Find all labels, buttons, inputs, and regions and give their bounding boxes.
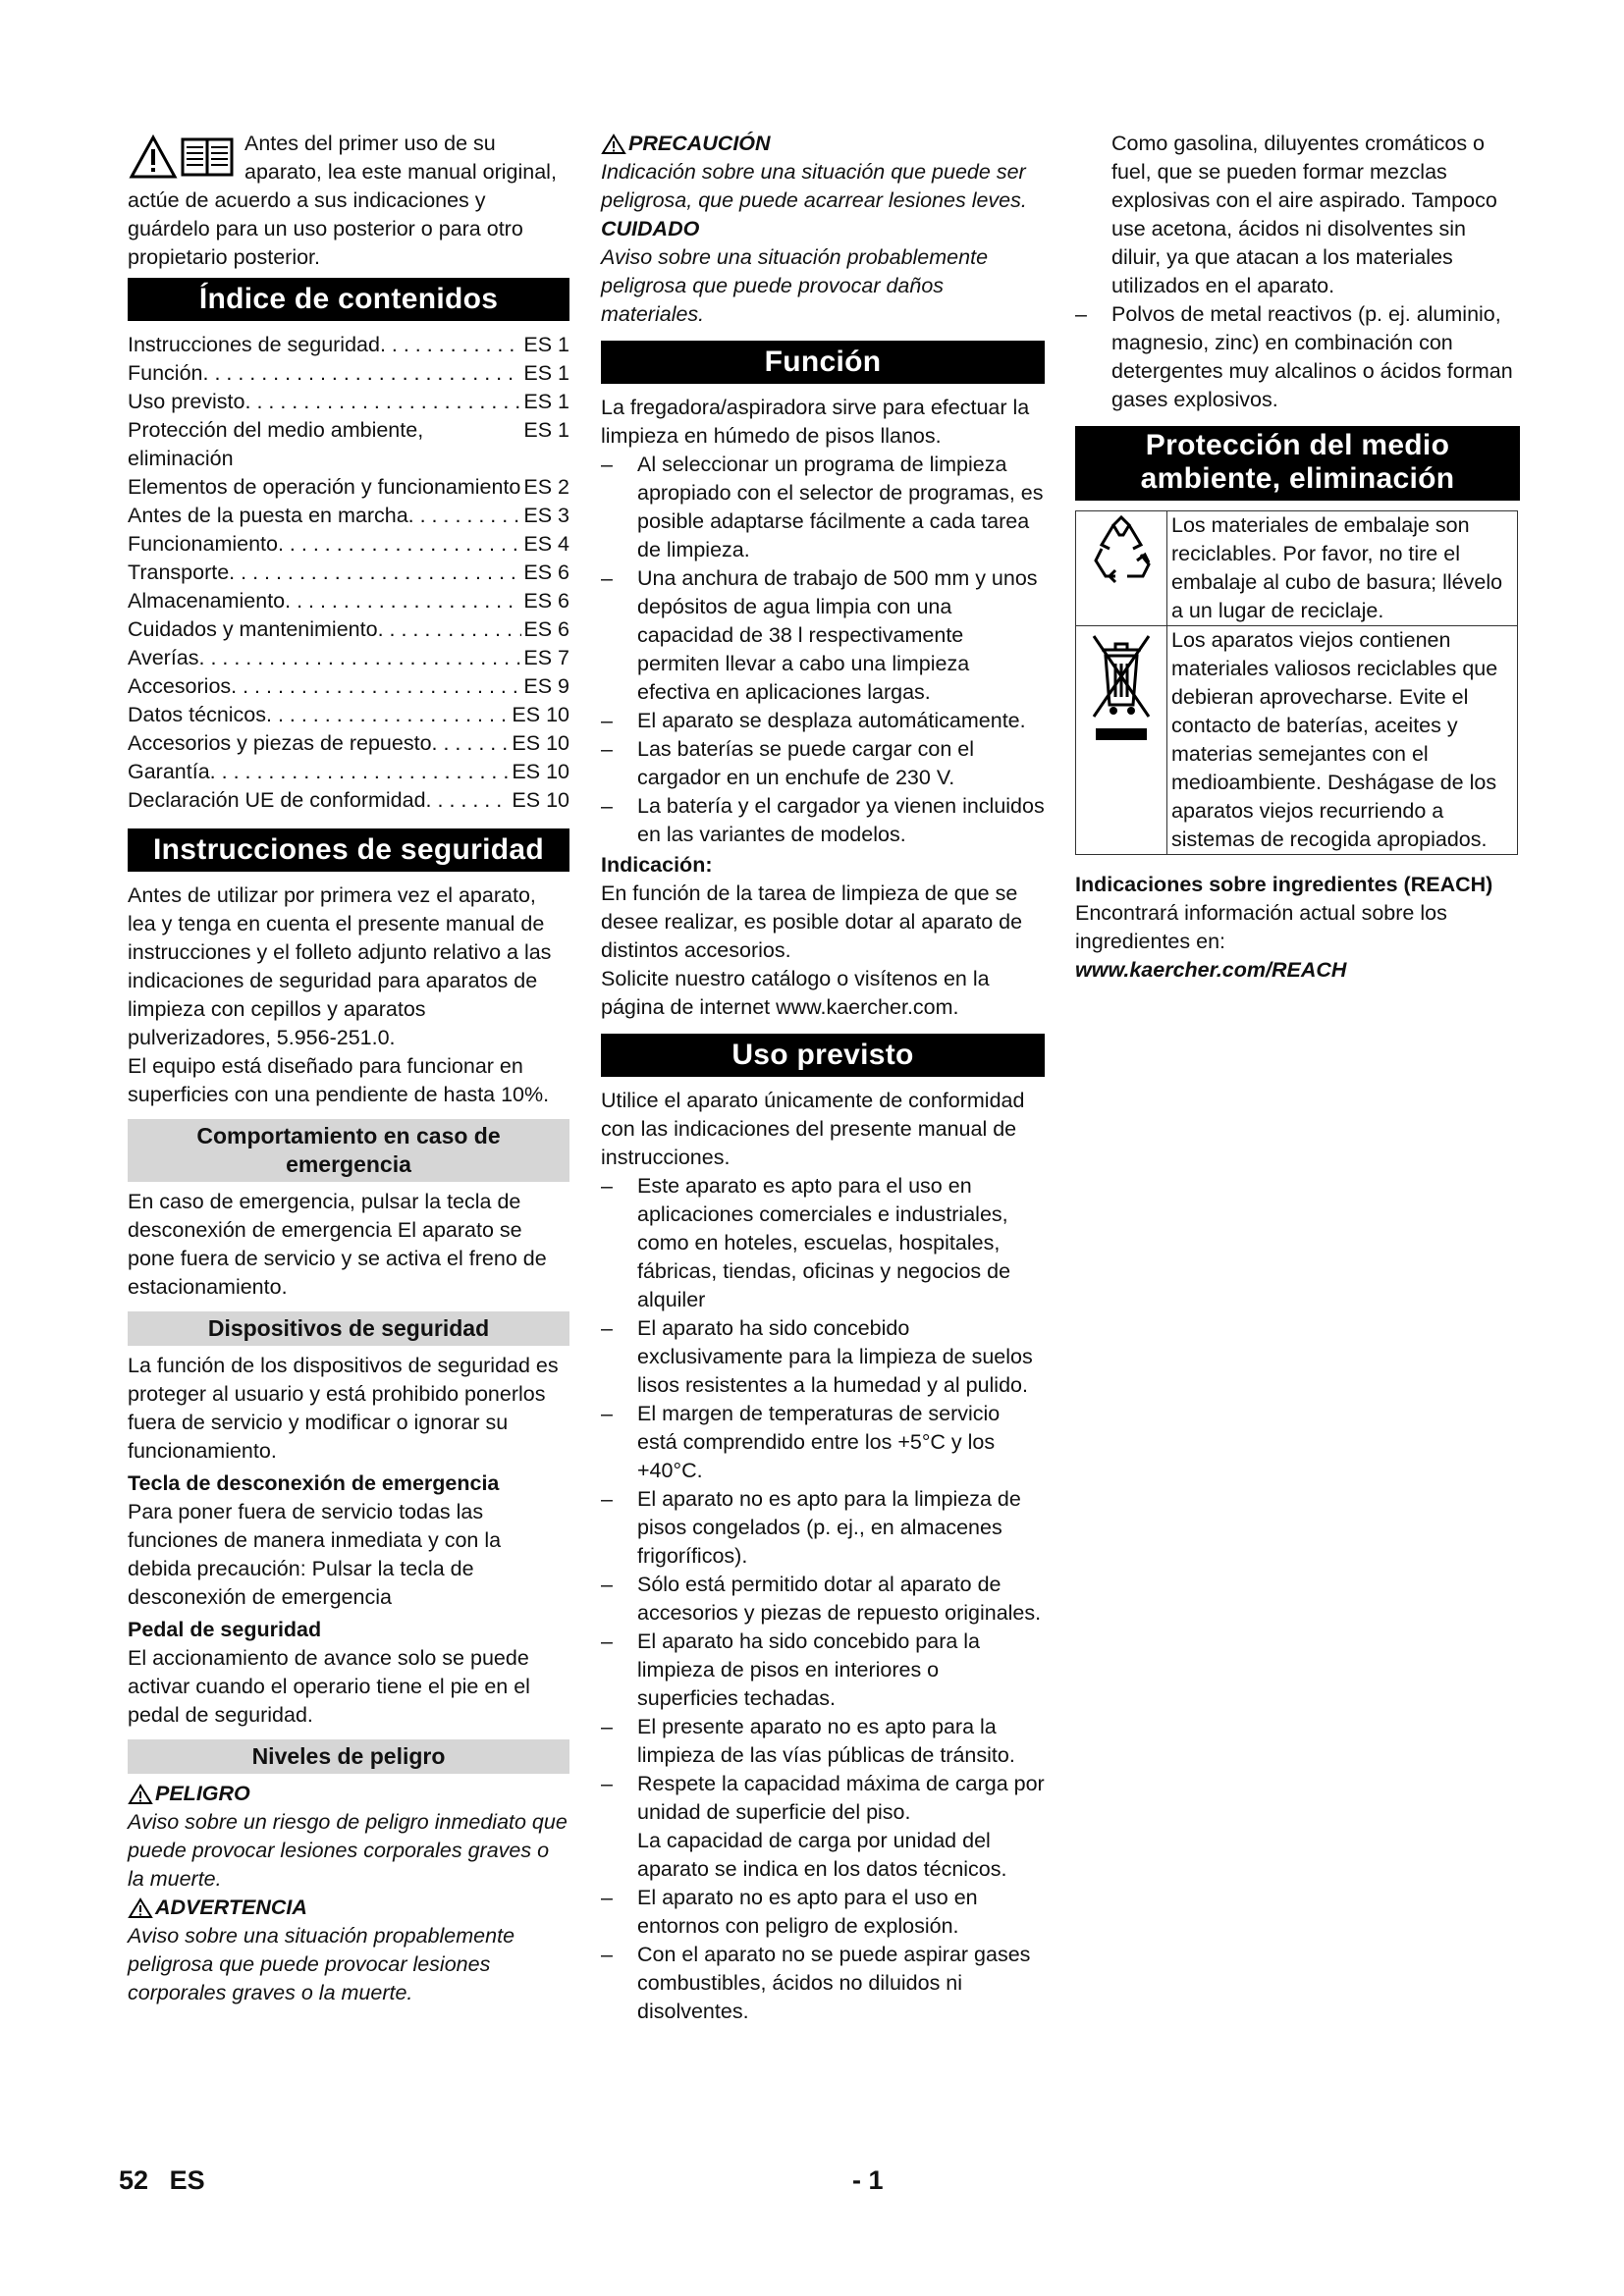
list-item: – Las baterías se puede cargar con el cargador en un enchufe de 230 V. xyxy=(601,735,1045,792)
hazard-list xyxy=(1075,300,1520,414)
toc-item-label: Protección del medio ambiente, eliminación xyxy=(128,418,424,470)
reach-heading: Indicaciones sobre ingredientes (REACH) xyxy=(1075,873,1493,896)
toc-leader xyxy=(408,502,522,530)
toc-item-page: ES 9 xyxy=(523,674,569,698)
page-number: 52 xyxy=(119,2165,149,2195)
table-row xyxy=(1076,626,1518,855)
environment-heading: Protección del medio ambiente, eliminación xyxy=(1075,426,1520,501)
toc-item-label: Datos técnicos xyxy=(128,703,267,726)
toc-item xyxy=(128,758,569,786)
uso-intro: Utilice el aparato únicamente de conformidad con las indicaciones del presente manual de instrucciones. xyxy=(601,1089,1025,1169)
toc-item-label: Cuidados y mantenimiento xyxy=(128,617,378,641)
estop-heading: Tecla de desconexión de emergencia xyxy=(128,1471,500,1495)
toc-item-page: ES 10 xyxy=(512,788,569,812)
list-item: – El presente aparato no es apto para la limpieza de las vías públicas de tránsito. xyxy=(601,1713,1045,1770)
toc-leader xyxy=(229,559,521,587)
devices-heading: Dispositivos de seguridad xyxy=(128,1311,569,1346)
toc-leader xyxy=(231,672,521,701)
indicacion-label: Indicación: xyxy=(601,853,713,877)
toc-item xyxy=(128,473,569,502)
recycle-cell xyxy=(1076,511,1167,626)
toc-item-page: ES 1 xyxy=(523,390,569,413)
section-page-number: - 1 xyxy=(852,2165,884,2195)
precaucion-heading xyxy=(601,130,1045,158)
precaucion-text: Indicación sobre una situación que puede ser peligrosa, que puede acarrear lesiones leves. xyxy=(601,160,1027,212)
toc-item-label: Funcionamiento xyxy=(128,532,278,556)
indicacion-text-2: Solicite nuestro catálogo o visítenos en la página de internet www.kaercher.com. xyxy=(601,967,990,1019)
toc-item-page: ES 4 xyxy=(523,532,569,556)
toc-item xyxy=(128,359,569,388)
list-item: – Sólo está permitido dotar al aparato de accesorios y piezas de repuesto originales. xyxy=(601,1571,1045,1628)
column-middle xyxy=(601,130,1045,2026)
intro-text: Antes del primer uso de su aparato, lea este manual original, actúe de acuerdo a sus indicaciones y guárdelo para un uso posterior o para otro propietario posterior. xyxy=(128,132,557,269)
toc-item-page: ES 1 xyxy=(523,333,569,356)
toc-item-label: Garantía xyxy=(128,760,210,783)
load-item-text: Respete la capacidad máxima de carga por unidad de superficie del piso. xyxy=(637,1772,1045,1824)
toc-item xyxy=(128,615,569,644)
devices-text: La función de los dispositivos de seguridad es proteger al usuario y está prohibido ponerlos fuera de servicio y modificar o ignorar su funcionamiento. xyxy=(128,1354,559,1463)
toc-item xyxy=(128,701,569,729)
pedal-text: El accionamiento de avance solo se puede activar cuando el operario tiene el pie en el pedal de seguridad. xyxy=(128,1646,530,1727)
language-code: ES xyxy=(169,2165,205,2195)
list-item: – El aparato no es apto para la limpieza de pisos congelados (p. ej., en almacenes frigoríficos). xyxy=(601,1485,1045,1571)
reach-text: Encontrará información actual sobre los ingredientes en: xyxy=(1075,901,1447,953)
continued-text: Como gasolina, diluyentes cromáticos o fuel, que se pueden formar mezclas explosivas con el aire aspirado. Tampoco use acetona, ácidos ni disolventes sin diluir, ya que atacan a los materiales utilizados en el aparato. xyxy=(1111,132,1497,297)
toc-item-page: ES 10 xyxy=(512,731,569,755)
bin-text: Los aparatos viejos contienen materiales valiosos reciclables que debieran aprovecharse. Evite el contacto de baterías, aceites y materias semejantes con el medioambiente. Deshágase de los aparatos viejos recurriendo a sistemas de recogida apropiados. xyxy=(1167,626,1518,855)
toc-item xyxy=(128,644,569,672)
toc-leader xyxy=(378,615,522,644)
list-item: – El aparato ha sido concebido para la limpieza de pisos en interiores o superficies techadas. xyxy=(601,1628,1045,1713)
toc-item-page: ES 1 xyxy=(523,418,569,442)
toc-leader xyxy=(203,359,522,388)
list-item: – El margen de temperaturas de servicio está comprendido entre los +5°C y los +40°C. xyxy=(601,1400,1045,1485)
toc-item-label: Función xyxy=(128,361,203,385)
toc-leader xyxy=(210,758,511,786)
toc-item-label: Accesorios xyxy=(128,674,232,698)
environment-table xyxy=(1075,510,1518,855)
toc-item-label: Uso previsto xyxy=(128,390,245,413)
toc-item xyxy=(128,559,569,587)
cuidado-text: Aviso sobre una situación probablemente peligrosa que puede provocar daños materiales. xyxy=(601,245,989,326)
toc-item xyxy=(128,416,569,473)
intro-block xyxy=(128,130,569,272)
peligro-text: Aviso sobre un riesgo de peligro inmediato que puede provocar lesiones corporales graves o la muerte. xyxy=(128,1810,568,1891)
toc-leader xyxy=(426,786,511,815)
list-item xyxy=(601,1770,1045,1884)
funcion-list xyxy=(601,451,1045,849)
list-item: – Este aparato es apto para el uso en aplicaciones comerciales e industriales, como en hoteles, escuelas, hospitales, fábricas, tiendas, oficinas y negocios de alquiler xyxy=(601,1172,1045,1314)
warning-triangle-icon xyxy=(128,1897,153,1919)
table-row xyxy=(1076,511,1518,626)
safety-paragraph-1: Antes de utilizar por primera vez el aparato, lea y tenga en cuenta el presente manual de instrucciones y el folleto adjunto relativo a las indicaciones de seguridad para aparatos de limpieza con cepillos y aparatos pulverizadores, 5.956-251.0. xyxy=(128,883,552,1049)
toc-item-page: ES 1 xyxy=(523,361,569,385)
funcion-heading: Función xyxy=(601,341,1045,384)
emergency-heading: Comportamiento en caso de emergencia xyxy=(128,1119,569,1182)
toc-item-page: ES 10 xyxy=(512,703,569,726)
toc-item xyxy=(128,786,569,815)
levels-heading: Niveles de peligro xyxy=(128,1739,569,1774)
toc-item-page: ES 7 xyxy=(523,646,569,669)
toc-item-page: ES 6 xyxy=(523,561,569,584)
warning-manual-icon xyxy=(128,130,241,181)
toc-leader xyxy=(199,644,522,672)
load-item-note: La capacidad de carga por unidad del aparato se indica en los datos técnicos. xyxy=(637,1829,1007,1881)
toc-item xyxy=(128,502,569,530)
list-item: – Al seleccionar un programa de limpieza apropiado con el selector de programas, es posible adaptarse fácilmente a cada tarea de limpieza. xyxy=(601,451,1045,564)
recycle-text: Los materiales de embalaje son reciclables. Por favor, no tire el embalaje al cubo de basura; llévelo a un lugar de reciclaje. xyxy=(1167,511,1518,626)
column-left xyxy=(128,130,569,2007)
toc-item-page: ES 6 xyxy=(523,617,569,641)
list-item: – Con el aparato no se puede aspirar gases combustibles, ácidos no diluidos ni disolventes. xyxy=(601,1941,1045,2026)
list-item: – La batería y el cargador ya vienen incluidos en las variantes de modelos. xyxy=(601,792,1045,849)
peligro-label: PELIGRO xyxy=(155,1782,250,1805)
advertencia-label: ADVERTENCIA xyxy=(155,1896,307,1919)
table-of-contents xyxy=(128,331,569,815)
bin-cell xyxy=(1076,626,1167,855)
safety-heading: Instrucciones de seguridad xyxy=(128,828,569,872)
toc-item xyxy=(128,388,569,416)
advertencia-heading xyxy=(128,1894,569,1922)
peligro-heading xyxy=(128,1780,569,1808)
list-item: – El aparato no es apto para el uso en entornos con peligro de explosión. xyxy=(601,1884,1045,1941)
emergency-text: En caso de emergencia, pulsar la tecla de desconexión de emergencia El aparato se pone fuera de servicio y se activa el freno de estacionamiento. xyxy=(128,1190,547,1299)
cuidado-label: CUIDADO xyxy=(601,217,700,240)
advertencia-text: Aviso sobre una situación propablemente peligrosa que puede provocar lesiones corporales graves o la muerte. xyxy=(128,1924,515,2004)
toc-leader xyxy=(266,701,510,729)
toc-item-page: ES 2 xyxy=(523,475,569,499)
safety-paragraph-2: El equipo está diseñado para funcionar en superficies con una pendiente de hasta 10%. xyxy=(128,1054,550,1106)
toc-item-label: Accesorios y piezas de repuesto xyxy=(128,731,432,755)
crossed-bin-icon xyxy=(1084,626,1159,754)
toc-item-label: Transporte xyxy=(128,561,230,584)
toc-item xyxy=(128,729,569,758)
toc-item-label: Averías xyxy=(128,646,199,669)
toc-item xyxy=(128,331,569,359)
toc-item-page: ES 6 xyxy=(523,589,569,613)
indicacion-text-1: En función de la tarea de limpieza de que se desee realizar, es posible dotar al aparato de distintos accesorios. xyxy=(601,881,1023,962)
toc-item-label: Almacenamiento xyxy=(128,589,286,613)
toc-item-label: Elementos de operación y funcionamiento xyxy=(128,475,521,499)
list-item: – Polvos de metal reactivos (p. ej. aluminio, magnesio, zinc) en combinación con detergentes muy alcalinos o ácidos forman gases explosivos. xyxy=(1075,300,1520,414)
reach-link[interactable]: www.kaercher.com/REACH xyxy=(1075,958,1347,982)
column-right xyxy=(1075,130,1520,985)
precaucion-label: PRECAUCIÓN xyxy=(628,132,771,155)
funcion-intro: La fregadora/aspiradora sirve para efectuar la limpieza en húmedo de pisos llanos. xyxy=(601,396,1030,448)
toc-leader xyxy=(432,729,511,758)
toc-leader xyxy=(285,587,521,615)
list-item: – El aparato se desplaza automáticamente. xyxy=(601,707,1045,735)
warning-triangle-icon xyxy=(128,1784,153,1805)
uso-heading: Uso previsto xyxy=(601,1034,1045,1077)
toc-leader xyxy=(245,388,522,416)
pedal-heading: Pedal de seguridad xyxy=(128,1618,322,1641)
list-item: – El aparato ha sido concebido exclusivamente para la limpieza de suelos lisos resistentes a la humedad y al pulido. xyxy=(601,1314,1045,1400)
toc-item xyxy=(128,672,569,701)
toc-item-label: Instrucciones de seguridad xyxy=(128,333,380,356)
page-footer-left xyxy=(119,2166,205,2195)
uso-list xyxy=(601,1172,1045,2026)
warning-triangle-icon xyxy=(601,133,626,155)
toc-item-page: ES 10 xyxy=(512,760,569,783)
toc-leader xyxy=(380,331,521,359)
toc-item xyxy=(128,587,569,615)
recycle-icon xyxy=(1084,511,1159,590)
toc-item-label: Antes de la puesta en marcha xyxy=(128,504,408,527)
toc-item xyxy=(128,530,569,559)
toc-item-label: Declaración UE de conformidad xyxy=(128,788,426,812)
toc-heading: Índice de contenidos xyxy=(128,278,569,321)
estop-text: Para poner fuera de servicio todas las funciones de manera inmediata y con la debida precaución: Pulsar la tecla de desconexión de emergencia xyxy=(128,1500,502,1609)
toc-item-page: ES 3 xyxy=(523,504,569,527)
list-item: – Una anchura de trabajo de 500 mm y unos depósitos de agua limpia con una capacidad de 38 l respectivamente permiten llevar a cabo una limpieza efectiva en aplicaciones largas. xyxy=(601,564,1045,707)
toc-leader xyxy=(278,530,521,559)
